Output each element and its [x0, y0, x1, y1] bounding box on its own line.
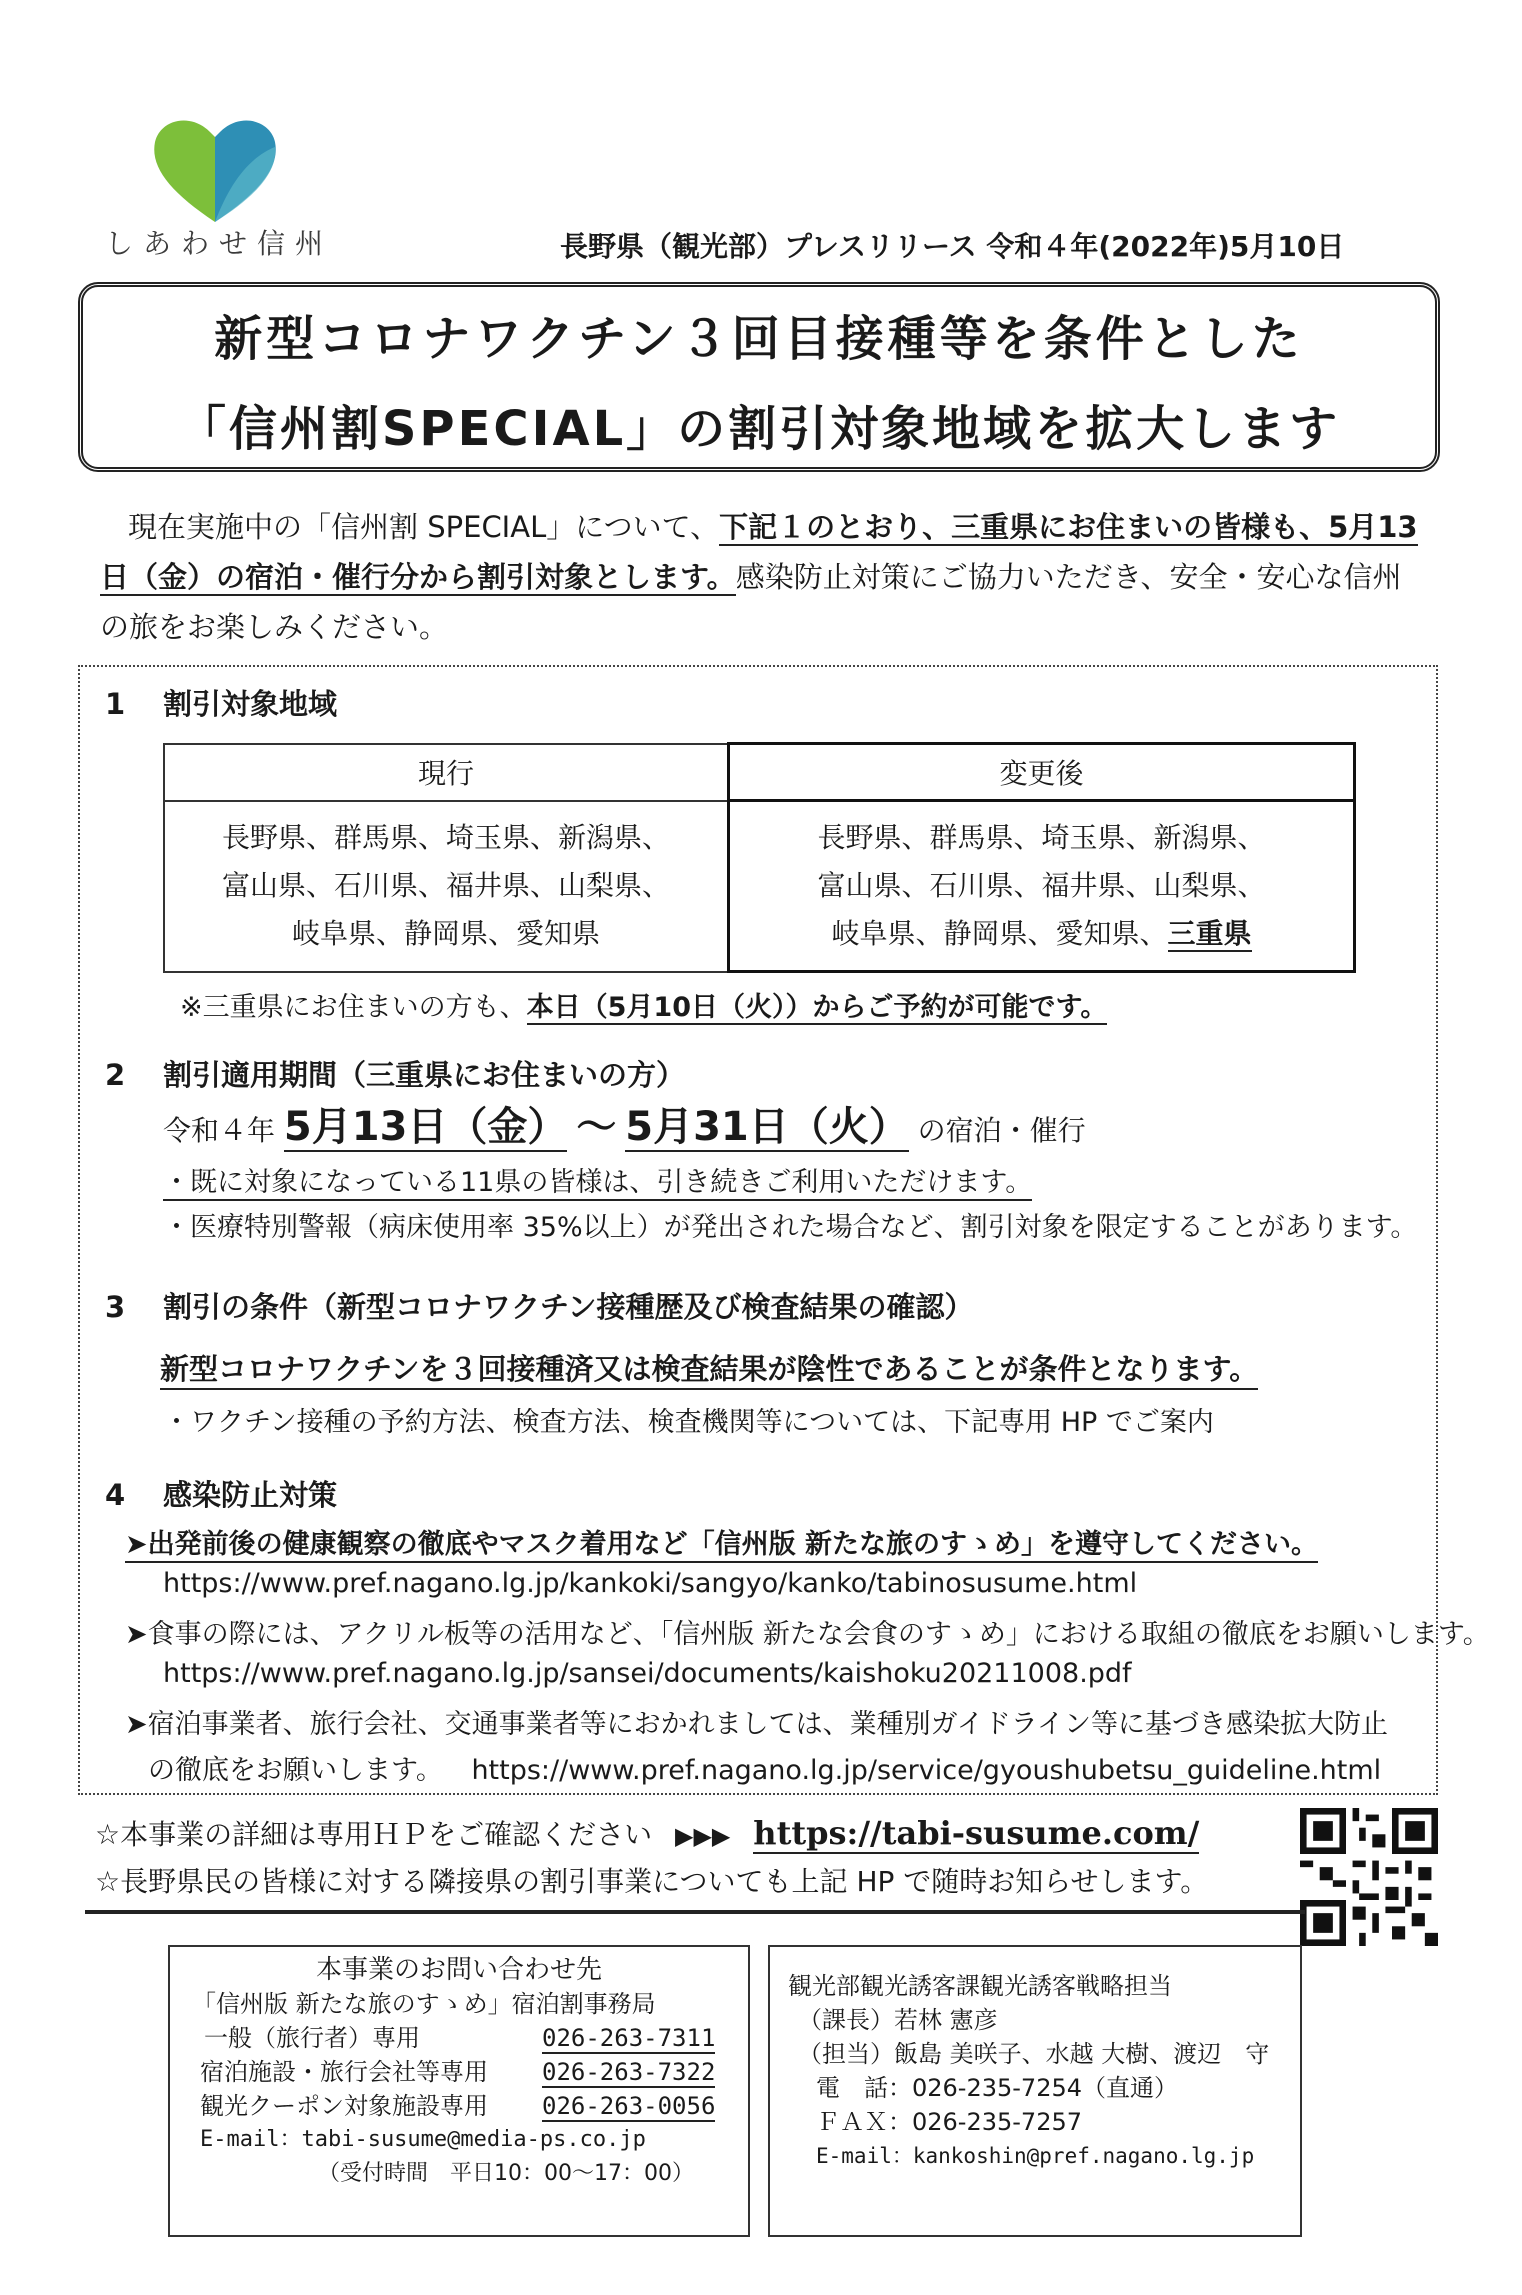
footer-note-1-text: ☆本事業の詳細は専用ＨＰをご確認ください: [95, 1818, 653, 1851]
arrow-icon: ▶▶▶: [675, 1822, 731, 1850]
current-line: 岐阜県、静岡県、愛知県: [291, 917, 600, 950]
new-area-mie: 三重県: [1167, 917, 1252, 950]
inquiry-box: [168, 1945, 750, 2237]
logo-text: しあわせ信州: [105, 227, 334, 260]
section-4-item-2: ➤食事の際には、アクリル板等の活用など、「信州版 新たな会食のすゝめ」における取組の徹底をお願いします。: [125, 1619, 1490, 1650]
qr-code-icon[interactable]: [1300, 1808, 1438, 1946]
contact-staff: （担当）飯島 美咲子、水越 大樹、渡辺 守: [798, 2040, 1270, 2068]
period-start: 5月13日（金）: [283, 1104, 568, 1150]
section-1-number: 1: [105, 687, 126, 721]
section-2-number: 2: [105, 1058, 126, 1092]
inquiry-title: 本事業のお問い合わせ先: [315, 1955, 602, 1985]
period-reiwa: 令和４年: [163, 1114, 276, 1147]
after-line-3-prefix: 岐阜県、静岡県、愛知県、: [831, 917, 1168, 950]
after-areas: [729, 801, 1355, 972]
after-header: 変更後: [729, 744, 1355, 801]
contact-box: [768, 1945, 1302, 2237]
period-line: [163, 1095, 1086, 1152]
section-4-url-1[interactable]: https://www.pref.nagano.lg.jp/kankoki/sangyo/kanko/tabinosusume.html: [163, 1568, 1138, 1599]
current-line: 富山県、石川県、福井県、山梨県、: [221, 869, 670, 902]
current-header: 現行: [164, 744, 729, 801]
section-2-heading: [105, 1053, 685, 1094]
section-3-bullet: ・ワクチン接種の予約方法、検査方法、検査機関等については、下記専用 HP でご案内: [163, 1407, 1214, 1438]
section-1-title: 割引対象地域: [163, 687, 338, 721]
section-3-title: 割引の条件（新型コロナワクチン接種歴及び検査結果の確認）: [163, 1290, 974, 1324]
period-end: 5月31日（火）: [625, 1104, 909, 1150]
inquiry-hours: （受付時間 平日10：00～17：00）: [318, 2161, 694, 2186]
discount-area-table: [163, 742, 1356, 973]
title-line-1: 新型コロナワクチン３回目接種等を条件とした: [214, 311, 1304, 367]
section-4-item-3b-text: の徹底をお願いします。: [148, 1755, 443, 1786]
title-line-2: 「信州割SPECIAL」の割引対象地域を拡大します: [177, 401, 1341, 457]
section-3-number: 3: [105, 1290, 126, 1324]
after-line-3: [740, 910, 1343, 958]
section-3-heading: [105, 1285, 974, 1326]
contact-fax: ＦＡＸ：026-235-7257: [816, 2108, 1083, 2136]
section-4-title: 感染防止対策: [163, 1478, 338, 1512]
section-4-number: 4: [105, 1478, 126, 1512]
intro-part-1: 現在実施中の「信州割 SPECIAL」について、: [128, 510, 720, 544]
footer-note-1: [95, 1813, 1199, 1853]
intro-part-3: 感染防止対策にご協力いただき、安全・安心な信州の旅をお楽しみください。: [100, 560, 1402, 644]
contact-chief: （課長）若林 憲彦: [798, 2006, 998, 2034]
section-4-item-1: ➤出発前後の健康観察の徹底やマスク着用など「信州版 新たな旅のすゝめ」を遵守してください。: [125, 1522, 1318, 1563]
after-line: 富山県、石川県、福井県、山梨県、: [817, 869, 1266, 902]
intro-paragraph: [100, 502, 1430, 652]
contact-email[interactable]: E-mail：kankoshin@pref.nagano.lg.jp: [816, 2144, 1255, 2168]
general-tel[interactable]: 026-263-7311: [542, 2024, 716, 2052]
after-line: 長野県、群馬県、埼玉県、新潟県、: [817, 821, 1266, 854]
facility-label: 宿泊施設・旅行会社等専用: [200, 2058, 488, 2086]
current-line: 長野県、群馬県、埼玉県、新潟県、: [221, 821, 670, 854]
current-areas: [164, 801, 729, 972]
inquiry-coupon: [200, 2089, 748, 2123]
contact-tel[interactable]: 電 話：026-235-7254（直通）: [816, 2074, 1179, 2102]
section-3-condition: 新型コロナワクチンを３回接種済又は検査結果が陰性であることが条件となります。: [160, 1347, 1258, 1390]
footer-note-2: ☆長野県民の皆様に対する隣接県の割引事業についても上記 HP で随時お知らせします。: [95, 1865, 1209, 1898]
section-4-url-3[interactable]: https://www.pref.nagano.lg.jp/service/gyoushubetsu_guideline.html: [471, 1755, 1382, 1786]
press-release-line: 長野県（観光部）プレスリリース 令和４年(2022年)5月10日: [560, 230, 1345, 263]
inquiry-facility: [200, 2055, 748, 2089]
section-2-bullet-2: ・医療特別警報（病床使用率 35%以上）が発出された場合など、割引対象を限定することがあります。: [163, 1212, 1418, 1243]
section-4-item-3: ➤宿泊事業者、旅行会社、交通事業者等におかれましては、業種別ガイドライン等に基づき感染拡大防止: [125, 1709, 1389, 1740]
intro-highlight: 下記１のとおり、三重県にお住まいの皆様も、5月13日（金）の宿泊・催行分から割引対象とします。: [100, 510, 1418, 594]
note-prefix: ※三重県にお住まいの方も、: [180, 992, 527, 1023]
period-tilde: ～: [576, 1104, 617, 1150]
section-2-title: 割引適用期間（三重県にお住まいの方）: [163, 1058, 686, 1092]
section-1-heading: [105, 682, 337, 723]
contact-dept: 観光部観光誘客課観光誘客戦略担当: [788, 1972, 1172, 2000]
shiawase-shinshu-heart-logo: [150, 112, 280, 227]
divider: [85, 1910, 1305, 1914]
facility-tel[interactable]: 026-263-7322: [542, 2058, 716, 2086]
section-4-url-2[interactable]: https://www.pref.nagano.lg.jp/sansei/documents/kaishoku20211008.pdf: [163, 1658, 1132, 1689]
section-1-note: [180, 985, 1107, 1024]
section-2-bullet-1: ・既に対象になっている11県の皆様は、引き続きご利用いただけます。: [163, 1160, 1032, 1201]
section-4-heading: [105, 1473, 337, 1514]
coupon-label: 観光クーポン対象施設専用: [200, 2092, 488, 2120]
coupon-tel[interactable]: 026-263-0056: [542, 2092, 716, 2120]
inquiry-email[interactable]: E-mail：tabi-susume@media-ps.co.jp: [200, 2127, 646, 2152]
inquiry-general: [204, 2021, 748, 2055]
period-suffix: の宿泊・催行: [917, 1114, 1086, 1147]
note-bold: 本日（5月10日（火））からご予約が可能です。: [526, 992, 1108, 1023]
website-link[interactable]: https://tabi-susume.com/: [753, 1814, 1200, 1852]
general-label: 一般（旅行者）専用: [204, 2024, 420, 2052]
section-4-item-3b: [148, 1748, 1381, 1787]
inquiry-office: 「信州版 新たな旅のすゝめ」宿泊割事務局: [192, 1990, 656, 2018]
